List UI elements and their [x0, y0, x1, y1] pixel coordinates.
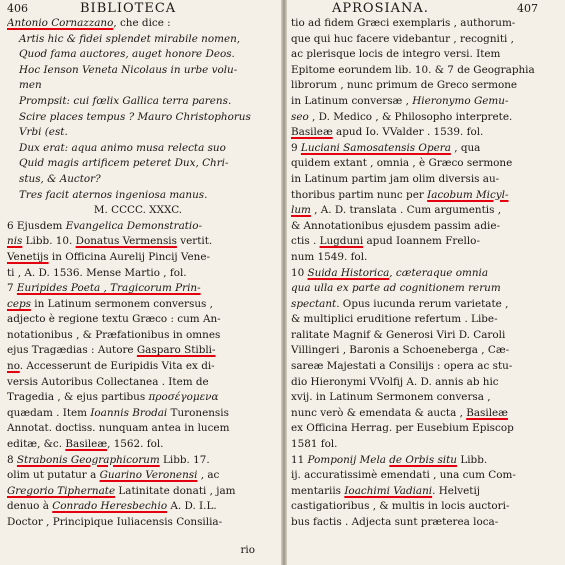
text-run: A. D. I.L.: [167, 500, 217, 513]
text-run: apud Ioannem Frello-: [363, 235, 480, 248]
underlined-text: Antonio Cornazzano: [7, 17, 114, 29]
text-line: [7, 406, 269, 422]
running-header: BIBLIOTECA: [80, 1, 177, 16]
text-line: [291, 63, 557, 79]
text-line: [291, 156, 557, 172]
text-run: in Latinum partim jam olim diversis au-: [291, 172, 500, 185]
text-run: in Latinum sermonem conversus ,: [30, 297, 213, 310]
text-run: ij. accuratissimè emendati , una cum Com-: [291, 469, 516, 482]
underlined-text: Ioachimi Vadiani: [344, 484, 433, 497]
text-run: sareæ Majestati a Consilijs : opera ac stu-: [291, 360, 513, 373]
underlined-text: Lugduni: [319, 235, 364, 248]
text-run: , che dice :: [113, 17, 171, 29]
text-line: [7, 32, 269, 48]
text-line: [7, 328, 269, 344]
text-line: [291, 94, 557, 110]
text-run: Latinitate donati , jam: [115, 484, 236, 497]
text-run: bus factis . Adjecta sunt præterea loca-: [291, 516, 499, 528]
text-run: . Helvetij: [432, 484, 481, 497]
underlined-text: Venetijs: [7, 250, 49, 263]
text-run: . Opus iucunda rerum varietate ,: [336, 297, 509, 310]
text-run: tio ad fidem Græci exemplaris , authorum-: [291, 17, 516, 29]
text-run: Annotat. doctiss. nunquam antea in lucem: [7, 422, 230, 435]
text-line: [291, 312, 557, 328]
text-line: [291, 437, 557, 453]
text-run: Tres facit aternos ingeniosa manus.: [19, 188, 208, 201]
underlined-text: lum: [291, 204, 311, 217]
text-run: Turonensis: [167, 406, 229, 419]
underlined-text: ceps: [7, 297, 31, 310]
text-line: [291, 406, 557, 422]
text-run: Hieronymo Gemu-: [412, 94, 509, 107]
text-run: mentariis: [291, 484, 345, 497]
text-run: castigatioribus , & multis in locis auctori-: [291, 500, 510, 513]
text-line: [291, 484, 557, 500]
text-run: que qui huc facere videbantur , recogniti ,: [291, 32, 514, 45]
text-run: seo: [291, 110, 309, 123]
underlined-text: Gregorio Tiphernate: [7, 484, 116, 497]
text-run: vertit.: [176, 235, 213, 248]
text-line: [7, 203, 269, 219]
text-run: Villingeri , Baronis a Schoeneberga , Cæ-: [291, 344, 510, 357]
text-line: [291, 110, 557, 126]
text-run: num 1549. fol.: [291, 250, 368, 263]
underlined-text: Strabonis Geographicorum: [16, 453, 160, 466]
text-line: [7, 266, 269, 282]
text-line: [291, 266, 557, 282]
text-run: Quid magis artificem peteret Dux, Chri-: [19, 157, 229, 170]
text-line: [291, 47, 557, 63]
text-run: in Latinum conversæ ,: [291, 94, 413, 107]
underlined-text: Basileæ: [65, 438, 108, 451]
text-run: M. CCCC. XXXC.: [93, 204, 183, 217]
text-line: [7, 359, 269, 375]
text-run: Ioannis Brodai: [90, 406, 168, 419]
text-run: ctis .: [291, 235, 320, 248]
text-line: [291, 390, 557, 406]
text-line: [291, 281, 557, 297]
text-run: Quod fama auctores, auget honore Deos.: [19, 48, 235, 61]
text-run: ralitate Magnif & Generosi Viri D. Caroli: [291, 328, 506, 341]
text-run: προσέγομενα: [148, 391, 219, 404]
text-line: [291, 343, 557, 359]
text-line: [291, 515, 557, 531]
text-line: [7, 219, 269, 235]
underlined-text: Basileæ: [466, 406, 508, 419]
text-line: [7, 125, 269, 141]
text-line: [7, 343, 269, 359]
underlined-text: Iacobum Micyl-: [427, 188, 509, 201]
text-line: [7, 78, 269, 94]
text-run: thoribus partim nunc per: [291, 188, 428, 201]
text-run: 9: [291, 141, 301, 154]
text-run: nunc verò & emendata & aucta ,: [291, 406, 467, 419]
text-run: ac plerisque locis de integro versi. Item: [291, 48, 501, 61]
text-run: Tragedia , & ejus partibus: [7, 391, 149, 404]
text-line: [291, 499, 557, 515]
underlined-text: Gasparo Stibli-: [136, 344, 216, 357]
text-run: 6 Ejusdem: [7, 219, 66, 232]
text-run: ejus Tragædias : Autore: [7, 344, 137, 357]
text-line: [7, 250, 269, 266]
text-run: Doctor , Principique Iuliacensis Consilia-: [7, 516, 223, 528]
right-page: [287, 0, 565, 565]
text-run: quidem extant , omnia , è Græco sermone: [291, 157, 513, 170]
underlined-text: Luciani Samosatensis Opera: [300, 141, 451, 154]
text-run: 7: [7, 282, 17, 295]
text-run: Prompsit: cui fœlix Gallica terra parens.: [19, 94, 232, 107]
text-line: [291, 453, 557, 469]
text-line: [7, 437, 269, 453]
text-run: Vrbi (est.: [19, 126, 68, 139]
text-line: [291, 188, 557, 204]
text-run: Pomponij Mela: [307, 453, 390, 466]
text-run: , 1562. fol.: [107, 438, 164, 451]
text-line: [7, 16, 269, 32]
text-run: 1581 fol.: [291, 438, 338, 451]
text-line: [291, 328, 557, 344]
text-run: Libb. 17.: [159, 453, 210, 466]
text-line: [7, 234, 269, 250]
text-line: [7, 110, 269, 126]
text-line: [291, 421, 557, 437]
text-run: apud Io. VValder . 1539. fol.: [332, 126, 484, 139]
text-run: , ac: [197, 469, 220, 482]
text-run: Evangelica Demonstratio-: [65, 219, 203, 232]
text-run: qua ulla ex parte ad cognitionem rerum: [291, 282, 501, 295]
text-line: [291, 359, 557, 375]
text-run: Epitome eorundem lib. 10. & 7 de Geographia: [291, 63, 535, 76]
text-run: adjecto è regione textu Græco : cum An-: [7, 313, 221, 326]
underlined-text: Guarino Veronensi: [99, 469, 198, 482]
text-line: [291, 219, 557, 235]
underlined-text: nis: [7, 235, 23, 248]
text-run: ex Officina Herrag. per Eusebium Episcop: [291, 422, 514, 435]
text-line: [7, 390, 269, 406]
text-line: [7, 468, 269, 484]
text-line: [291, 16, 557, 32]
text-run: in Officina Aurelij Pincij Vene-: [48, 250, 210, 263]
text-run: Libb. 10.: [22, 235, 76, 248]
text-line: [7, 47, 269, 63]
text-line: [291, 125, 557, 141]
text-line: [291, 78, 557, 94]
text-line: [291, 234, 557, 250]
catchword: rio: [240, 544, 255, 556]
text-run: 10: [291, 266, 308, 279]
left-page: [0, 0, 281, 565]
text-line: [7, 156, 269, 172]
text-line: [291, 375, 557, 391]
text-run: , cæteraque omnia: [389, 266, 489, 279]
underlined-text: Suida Historica: [307, 266, 390, 279]
text-run: Artis hic & fidei splendet mirabile nomen,: [19, 32, 241, 45]
text-run: spectant: [291, 297, 337, 310]
text-line: [291, 172, 557, 188]
text-run: men: [19, 79, 42, 92]
text-line: [291, 141, 557, 157]
text-run: 8: [7, 453, 17, 466]
text-run: stus, & Auctor?: [19, 172, 101, 185]
underlined-text: no: [7, 360, 20, 373]
underlined-text: Basileæ: [291, 126, 333, 139]
text-line: [291, 297, 557, 313]
running-header: APROSIANA.: [332, 1, 429, 16]
text-line: [7, 141, 269, 157]
text-run: Dux erat: aqua animo musa relecta suo: [19, 141, 226, 154]
text-line: [7, 63, 269, 79]
text-line: [7, 188, 269, 204]
text-line: [7, 172, 269, 188]
text-line: [7, 94, 269, 110]
text-line: [291, 468, 557, 484]
text-run: denuo à: [7, 500, 53, 513]
text-run: , A. D. translata . Cum argumentis ,: [310, 204, 502, 217]
text-run: librorum , nunc primum de Greco sermone: [291, 79, 518, 92]
text-run: & multiplici eruditione refertum . Libe-: [291, 313, 498, 326]
text-run: xvij. in Latinum Sermonem conversa ,: [291, 391, 491, 404]
text-run: notationibus , & Præfationibus in omnes: [7, 328, 221, 341]
text-run: quædam . Item: [7, 406, 91, 419]
page-number: 407: [517, 2, 538, 15]
text-run: 11: [291, 453, 308, 466]
underlined-text: de Orbis situ: [389, 453, 458, 466]
underlined-text: Donatus Vermensis: [75, 235, 177, 248]
text-line: [7, 281, 269, 297]
text-line: [291, 32, 557, 48]
text-line: [7, 499, 269, 515]
text-line: [7, 515, 269, 531]
text-run: . Accesserunt de Euripidis Vita ex di-: [19, 360, 215, 373]
text-run: versis Autoribus Collectanea . Item de: [7, 375, 209, 388]
text-run: ti , A. D. 1536. Mense Martio , fol.: [7, 266, 187, 279]
text-line: [7, 453, 269, 469]
text-line: [7, 312, 269, 328]
text-run: Hoc Ienson Veneta Nicolaus in urbe volu-: [19, 63, 238, 76]
text-line: [7, 421, 269, 437]
text-run: editæ, &c.: [7, 438, 66, 451]
text-line: [7, 375, 269, 391]
text-run: Scire places tempus ? Mauro Christophorus: [19, 110, 251, 123]
text-run: , qua: [450, 141, 481, 154]
text-line: [291, 250, 557, 266]
text-line: [7, 297, 269, 313]
text-line: [7, 484, 269, 500]
underlined-text: Conrado Heresbechio: [52, 500, 168, 513]
text-run: Libb.: [457, 453, 488, 466]
underlined-text: Euripides Poeta , Tragicorum Prin-: [16, 282, 201, 295]
text-run: olim ut putatur a: [7, 469, 100, 482]
text-column: [7, 16, 269, 531]
text-line: [291, 203, 557, 219]
text-run: , D. Medico , & Philosopho interprete.: [308, 110, 513, 123]
text-run: dio Hieronymi VVolfij A. D. annis ab hic: [291, 375, 499, 388]
text-column: [291, 16, 557, 531]
page-number: 406: [7, 2, 28, 15]
text-run: & Annotationibus ejusdem passim adie-: [291, 219, 500, 232]
